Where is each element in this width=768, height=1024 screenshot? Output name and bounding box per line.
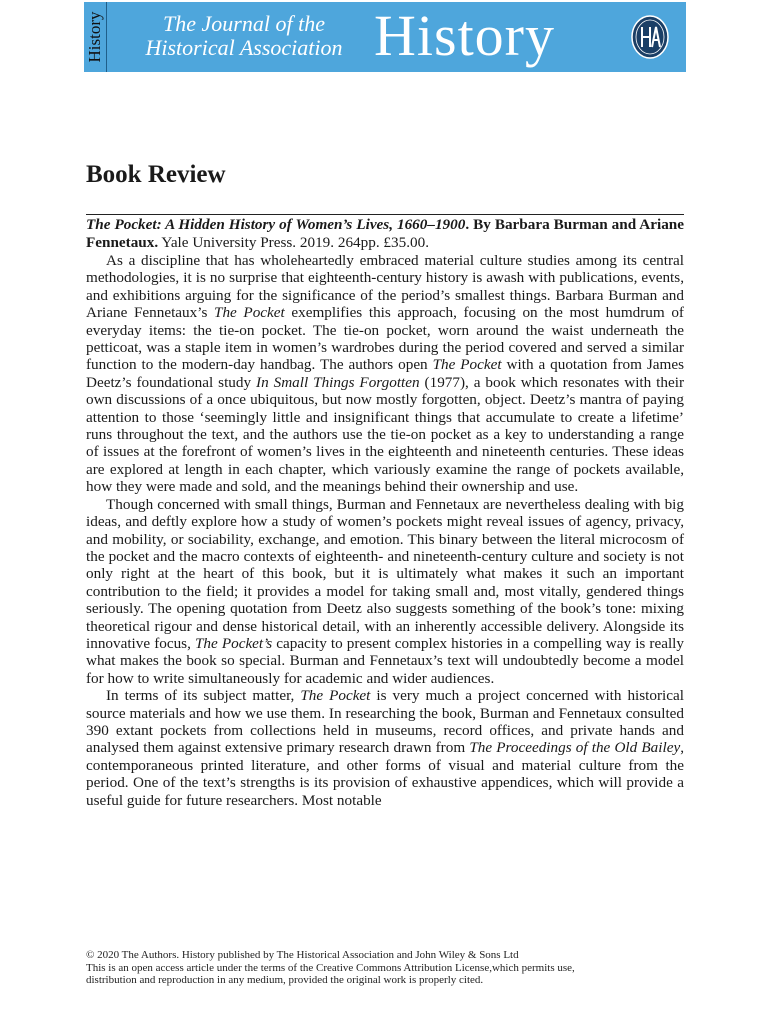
review-paragraph (86, 252, 684, 496)
publisher-info: Yale University Press. 2019. 264pp. £35.00. (158, 233, 429, 251)
italic-title: The Proceedings of the Old Bailey (469, 739, 681, 757)
paragraph-text: is very much a project concerned with historical source materials and how we use them. In researching the book, Burman and Fennetaux consulted 390 extant pockets from collections held in museums, record offices, and private hands and analysed them against extensive primary research drawn from (86, 687, 684, 757)
italic-title: The Pocket (300, 687, 371, 705)
title-rule (86, 214, 684, 215)
italic-title: The Pocket (214, 304, 285, 322)
paragraph-text: capacity to present complex histories in a compelling way is really what makes the book so special. Burman and Fennetaux’s text will undoubtedly become a model for how to write simultaneously for academic and wider audiences. (86, 634, 684, 687)
italic-title: The Pocket (432, 356, 502, 374)
journal-banner (84, 2, 686, 72)
license-line-2: distribution and reproduction in any medium, provided the original work is properly cited. (86, 974, 484, 986)
italic-title: In Small Things Forgotten (256, 373, 420, 391)
paragraph-text: with a quotation from James Deetz’s foundational study (86, 356, 684, 391)
paragraph-text: (1977), a book which resonates with their own discussions of a once ubiquitous, but now mostly forgotten, object. Deetz’s mantra of paying attention to those ‘seemingly little and insignificant things that accumulate to create a lifetime’ runs throughout the text, and the authors use the tie-on pocket as a key to understanding a range of issues at the forefront of women’s lives in the eighteenth and nineteenth centuries. These ideas are explored at length in each chapter, which variously examine the range of pockets available, how they were made and sold, and the meanings behind their ownership and use. (86, 373, 684, 496)
italic-title: The Pocket’s (194, 634, 273, 652)
review-paragraph (86, 687, 684, 809)
section-title: Book Review (86, 161, 226, 188)
license-line-1: This is an open access article under the terms of the Creative Commons Attribution License,which permits use, (86, 961, 575, 974)
journal-name (124, 12, 364, 60)
journal-wordmark: History (374, 3, 555, 68)
book-title: The Pocket: A Hidden History of Women’s Lives, 1660–1900 (86, 216, 466, 233)
paragraph-text: As a discipline that has wholeheartedly embraced material culture studies among its central methodologies, it is no surprise that eighteenth-century history is awash with publications, events, and exhibitions arguing for the significance of the period’s smallest things. Barbara Burman and Ariane Fennetaux’s (86, 252, 684, 322)
journal-name-line-1: The Journal of the (163, 11, 325, 36)
review-body (86, 252, 684, 809)
paragraph-text: In terms of its subject matter, (106, 687, 301, 705)
paragraph-text: , contemporaneous printed literature, and other forms of visual and material culture from the period. One of the text’s strengths is its provision of exhaustive appendices, which will provide a useful guide for future researchers. Most notable (86, 739, 684, 809)
paragraph-text: exemplifies this approach, focusing on the most humdrum of everyday items: the tie-on pocket. The tie-on pocket, worn around the waist underneath the petticoat, was a staple item in women’s wardrobes during the period covered and served a similar function to the modern-day handbag. The authors open (86, 304, 684, 374)
copyright-footer (86, 949, 686, 987)
historical-association-logo-icon (630, 14, 670, 60)
journal-name-line-2: Historical Association (145, 35, 343, 60)
review-paragraph (86, 496, 684, 687)
book-citation (86, 216, 684, 251)
copyright-line: © 2020 The Authors. History published by The Historical Association and John Wiley & Sons Ltd (86, 949, 519, 961)
spine-label: History (85, 11, 104, 63)
paragraph-text: Though concerned with small things, Burman and Fennetaux are nevertheless dealing with big ideas, and deftly explore how a study of women’s pockets might reveal issues of agency, privacy, and mobility, or sociability, exchange, and emotion. This binary between the literal microcosm of the pocket and the macro contexts of eighteenth- and nineteenth-century culture and society is not only right at the heart of this book, but it is ultimately what makes it such an important contribution to the field; it provides a model for taking small and, most vitally, gendered things seriously. The opening quotation from Deetz also suggests something of the book’s tone: mixing theoretical rigour and dense historical detail, with an inherently accessible delivery. Alongside its innovative focus, (86, 495, 684, 652)
banner-spine (84, 2, 107, 72)
book-authors: . By Barbara Burman and Ariane Fennetaux. (86, 216, 684, 251)
